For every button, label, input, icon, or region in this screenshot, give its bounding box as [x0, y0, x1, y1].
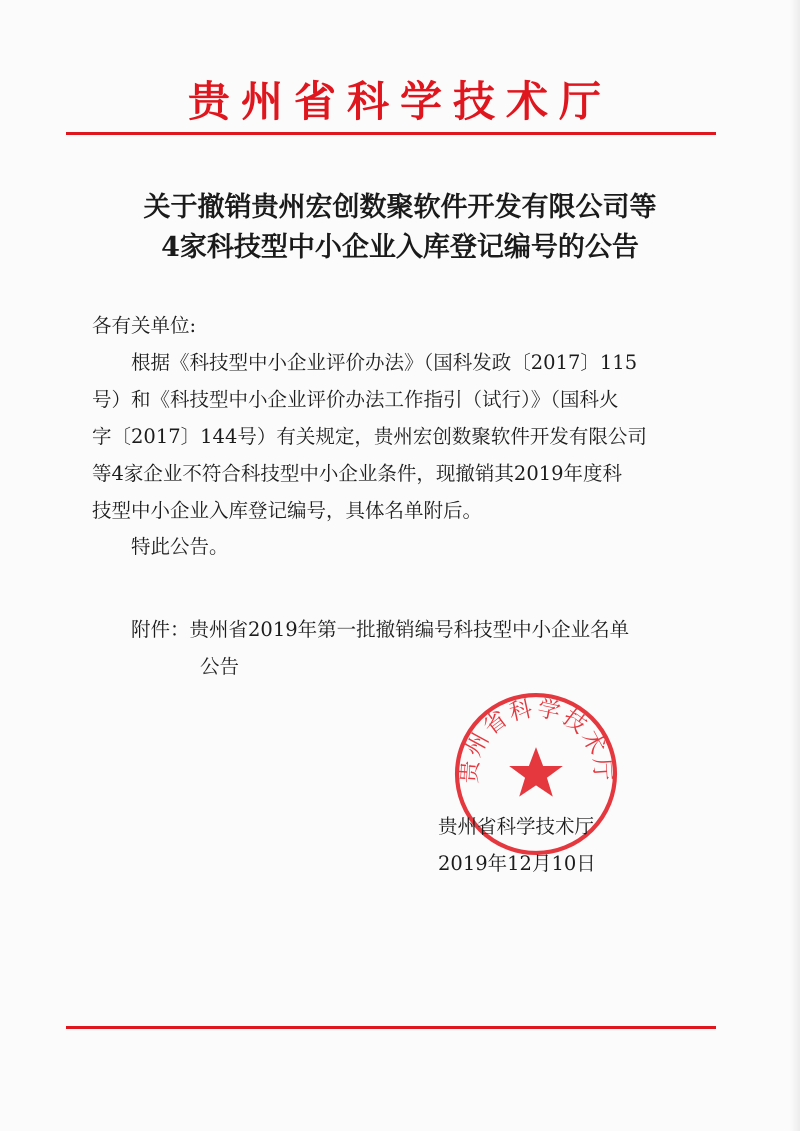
body-line: 根据《科技型中小企业评价办法》（国科发政〔2017〕115	[131, 351, 638, 374]
letterhead-divider-top	[66, 132, 716, 135]
body-line: 字〔2017〕144号）有关规定，贵州宏创数聚软件开发有限公司	[92, 425, 647, 448]
notice-title	[60, 188, 740, 268]
attachment-line: 附件：贵州省2019年第一批撤销编号科技型中小企业名单	[131, 618, 630, 641]
scan-edge-shadow	[790, 0, 800, 1131]
body-line: 技型中小企业入库登记编号，具体名单附后。	[92, 499, 483, 522]
notice-title-line1: 关于撤销贵州宏创数聚软件开发有限公司等	[143, 192, 657, 223]
salutation: 各有关单位:	[92, 314, 197, 337]
closing-statement: 特此公告。	[131, 535, 229, 558]
letterhead-title: 贵州省科学技术厅	[187, 77, 612, 126]
signature-organization: 贵州省科学技术厅	[438, 815, 595, 838]
attachment-line-continued: 公告	[200, 655, 240, 678]
star-icon	[509, 747, 563, 797]
notice-body	[92, 344, 702, 529]
body-line: 号）和《科技型中小企业评价办法工作指引（试行）》（国科火	[92, 388, 619, 411]
footer-divider	[66, 1026, 716, 1029]
signature-date: 2019年12月10日	[438, 852, 596, 875]
notice-title-line2: 4家科技型中小企业入库登记编号的公告	[161, 232, 639, 263]
svg-text:贵州省科学技术厅: 贵州省科学技术厅	[456, 695, 616, 785]
body-line: 等4家企业不符合科技型中小企业条件，现撤销其2019年度科	[92, 462, 623, 485]
